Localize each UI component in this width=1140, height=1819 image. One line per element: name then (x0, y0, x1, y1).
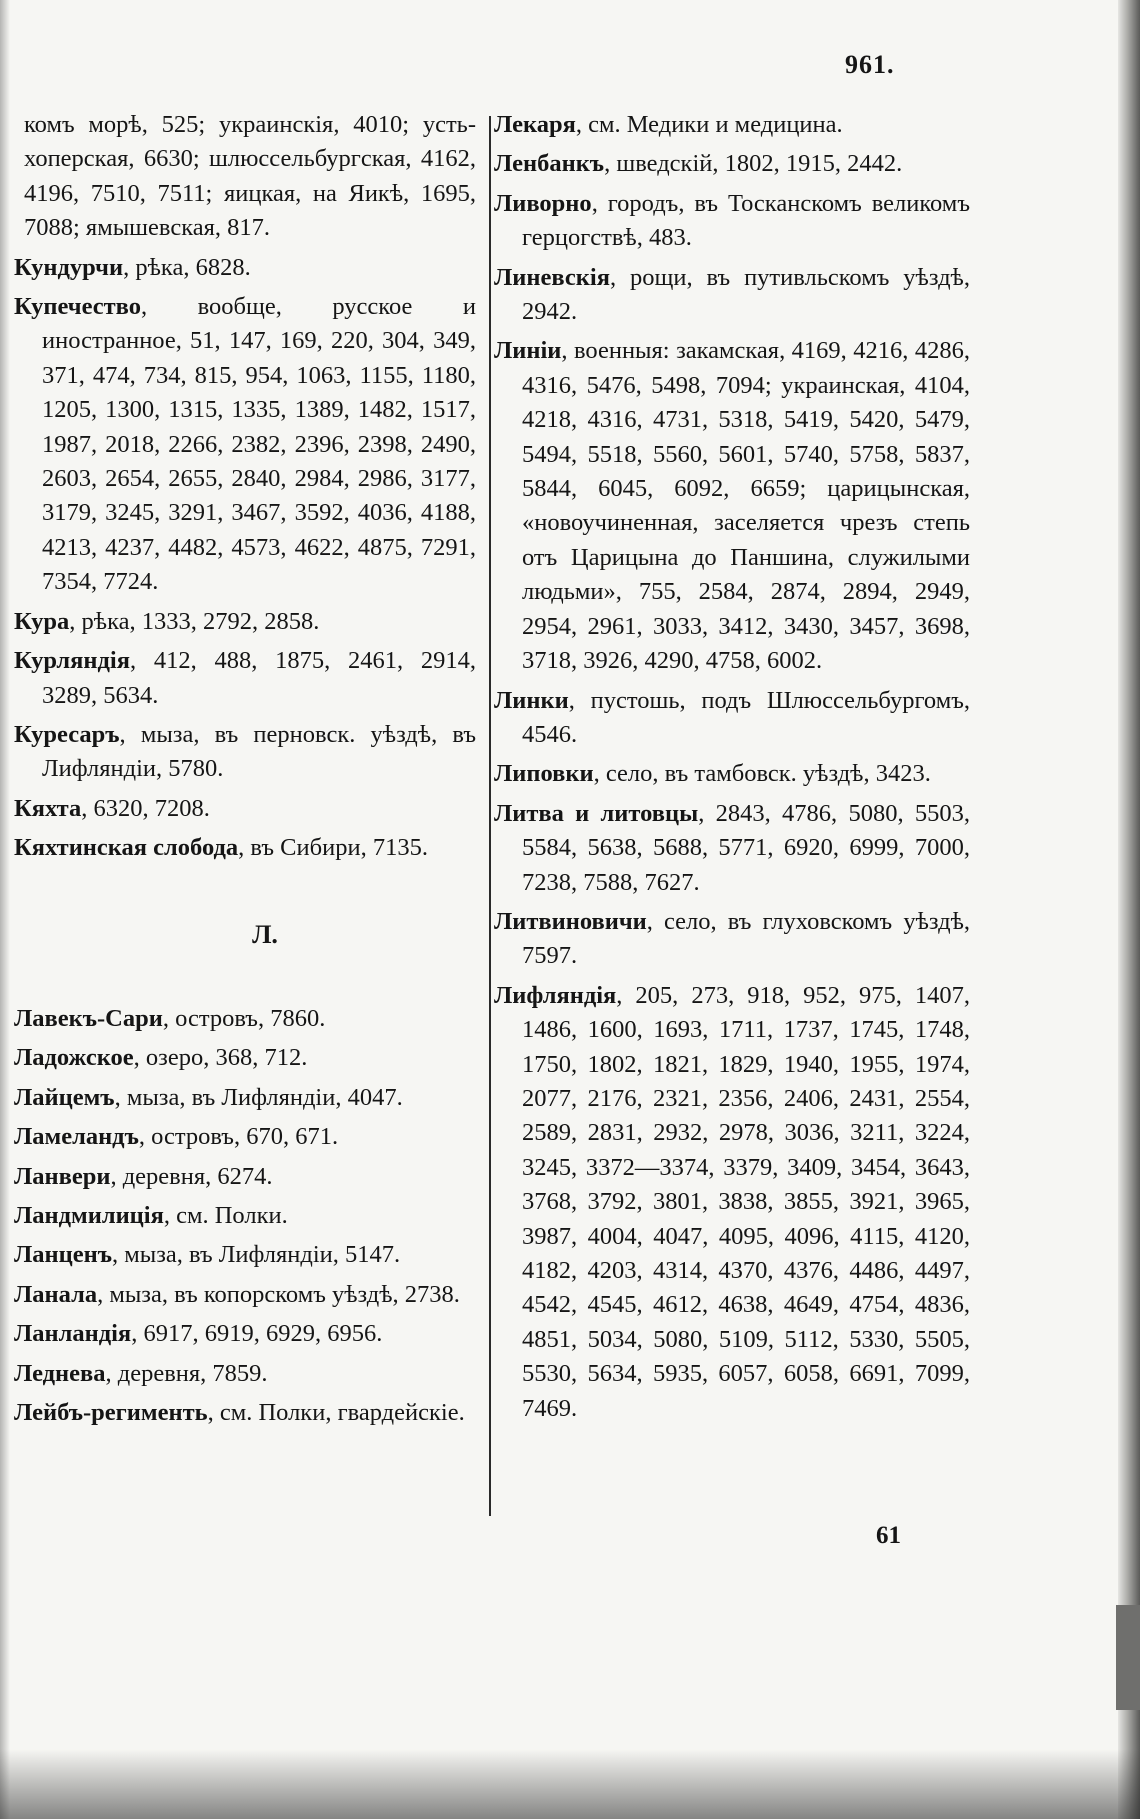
index-entry (14, 1396, 476, 1430)
index-entry (494, 684, 970, 753)
entry-references: , село, въ тамбовск. уѣздѣ, 3423. (593, 760, 931, 788)
page-edge (1118, 0, 1140, 1819)
right-entries (494, 108, 970, 1426)
index-entry (14, 792, 476, 826)
entry-references: , мыза, въ копорскомъ уѣздѣ, 2738. (97, 1280, 460, 1308)
entry-references: , см. Полки. (163, 1201, 288, 1229)
entry-references: , 205, 273, 918, 952, 975, 1407, 1486, 1600, 1693, 1711, 1737, 1745, 1748, 1750, 1802, 1821, 1829, 1940, 1955, 1974, 2077, 2176, 2321, 2356, 2406, 2431, 2554, 2589, 2831, 2932, 2978, 3036, 3211, 3224, 3245, 3372—3374, 3379, 3409, 3454, 3643, 3768, 3792, 3801, 3838, 3855, 3921, 3965, 3987, 4004, 4047, 4095, 4096, 4115, 4120, 4182, 4203, 4314, 4370, 4376, 4486, 4497, 4542, 4545, 4612, 4638, 4649, 4754, 4836, 4851, 5034, 5080, 5109, 5112, 5330, 5505, 5530, 5634, 5935, 6057, 6058, 6691, 7099, 7469. (522, 981, 970, 1422)
entry-references: , рѣка, 1333, 2792, 2858. (69, 607, 320, 635)
index-entry (494, 147, 970, 181)
entry-headword: Ленбанкъ (494, 150, 605, 178)
index-entry (14, 718, 476, 787)
page-edge-tab (1116, 1605, 1140, 1710)
entry-headword: Линевскія (494, 263, 610, 291)
entry-references: , 2843, 4786, 5080, 5503, 5584, 5638, 5688, 5771, 6920, 6999, 7000, 7238, 7588, 7627. (522, 799, 970, 896)
entry-references: , озеро, 368, 712. (133, 1044, 308, 1072)
entry-references: , шведскій, 1802, 1915, 2442. (604, 150, 903, 178)
entry-headword: Кура (14, 607, 70, 635)
index-entry (14, 644, 476, 713)
entry-references: , пустошь, подъ Шлюссельбургомъ, 4546. (522, 686, 970, 748)
entry-headword: Ланвери (14, 1162, 111, 1190)
entry-headword: Кундурчи (14, 253, 124, 281)
entry-references: , деревня, 7859. (105, 1359, 268, 1387)
entry-references: , въ Сибири, 7135. (238, 834, 428, 862)
entry-headword: Леднева (14, 1359, 106, 1387)
entry-references: , островъ, 670, 671. (138, 1123, 339, 1151)
entry-references: , 6320, 7208. (81, 794, 210, 822)
index-entry (14, 605, 476, 639)
index-entry (14, 290, 476, 600)
index-entry (14, 1120, 476, 1154)
index-entry (14, 1160, 476, 1194)
column-divider (489, 116, 491, 1516)
left-entries-k (14, 108, 476, 866)
entry-references: , военныя: закамская, 4169, 4216, 4286, 4316, 5476, 5498, 7094; украинская, 4104, 4218, 4316, 4731, 5318, 5419, 5420, 5479, 5494, 5518, 5560, 5601, 5740, 5758, 5837, 5844, 6045, 6092, 6659; царицынская, «новоучиненная, заселяется чрезъ степь отъ Царицына до Паншина, служилыми людьми», 755, 2584, 2874, 2894, 2949, 2954, 2961, 3033, 3412, 3430, 3457, 3698, 3718, 3926, 4290, 4758, 6002. (522, 337, 970, 675)
entry-headword: Ланландія (14, 1320, 132, 1348)
entry-references: , мыза, въ перновск. уѣздѣ, въ Лифляндіи, 5780. (42, 720, 476, 783)
entry-headword: Курляндія (14, 647, 130, 675)
entry-references: , деревня, 6274. (110, 1162, 273, 1190)
index-entry (494, 905, 970, 974)
entry-headword: Лайцемъ (14, 1083, 115, 1111)
entry-references: , рѣка, 6828. (123, 253, 251, 281)
entry-headword: Линіи (494, 337, 562, 365)
entry-references: , рощи, въ путивльскомъ уѣздѣ, 2942. (522, 263, 970, 326)
entry-references: , см. Полки, гвардейскіе. (207, 1399, 465, 1426)
index-entry (14, 1002, 476, 1036)
index-entry (14, 831, 476, 865)
index-entry (494, 797, 970, 900)
entry-references: , мыза, въ Лифляндіи, 4047. (114, 1083, 403, 1111)
index-entry (14, 1081, 476, 1115)
entry-references: , село, въ глуховскомъ уѣздѣ, 7597. (522, 907, 970, 970)
entry-headword: Лекаря (494, 111, 576, 138)
index-entry (494, 757, 970, 791)
index-entry (494, 261, 970, 330)
entry-headword: Ланценъ (14, 1241, 113, 1269)
entry-references: , островъ, 7860. (162, 1004, 326, 1032)
entry-headword: Ланала (14, 1280, 98, 1308)
right-column (494, 108, 970, 1431)
entry-headword: Куресаръ (14, 720, 120, 748)
entry-references: , 6917, 6919, 6929, 6956. (131, 1320, 383, 1348)
index-entry (14, 1199, 476, 1233)
section-letter: Л. (252, 919, 278, 949)
entry-headword: Литва и литовцы (494, 799, 699, 827)
index-entry (494, 979, 970, 1426)
entry-headword: Ламеландъ (14, 1123, 139, 1151)
entry-headword: Кяхта (14, 794, 82, 822)
entry-headword: Ладожское (14, 1044, 134, 1072)
entry-headword: Кяхтинская слобода (14, 834, 239, 862)
index-entry (14, 1238, 476, 1272)
index-entry (494, 334, 970, 678)
entry-headword: Литвиновичи (494, 907, 647, 935)
entry-references: , 412, 488, 1875, 2461, 2914, 3289, 5634. (42, 647, 476, 709)
bottom-shadow (0, 1749, 1140, 1819)
index-entry (14, 1357, 476, 1391)
page-number: 961. (845, 50, 895, 79)
signature-mark: 61 (876, 1522, 901, 1549)
entry-headword: Лифляндія (494, 981, 617, 1009)
index-entry (14, 1278, 476, 1312)
entry-headword: Лавекъ-Сари (14, 1004, 163, 1032)
index-entry (494, 187, 970, 256)
entry-headword: Линки (494, 686, 569, 714)
left-column (14, 108, 476, 1435)
gutter-shadow (0, 0, 10, 1819)
entry-headword: Липовки (494, 760, 594, 788)
index-entry (494, 108, 970, 142)
entry-references: , городъ, въ Тосканскомъ великомъ герцогствѣ, 483. (522, 189, 970, 252)
index-entry (14, 108, 476, 246)
index-entry (14, 1317, 476, 1351)
entry-references: , мыза, въ Лифляндіи, 5147. (112, 1241, 401, 1269)
entry-headword: Ландмилиція (14, 1201, 164, 1229)
entry-references: , см. Медики и медицина. (575, 111, 843, 138)
index-entry (14, 251, 476, 285)
entry-headword: Купечество (14, 293, 141, 321)
entry-headword: Лейбъ-регименть (14, 1399, 208, 1426)
entry-references: , вообще, русское и иностранное, 51, 147, 169, 220, 304, 349, 371, 474, 734, 815, 954, 1063, 1155, 1180, 1205, 1300, 1315, 1335, 1389, 1482, 1517, 1987, 2018, 2266, 2382, 2396, 2398, 2490, 2603, 2654, 2655, 2840, 2984, 2986, 3177, 3179, 3245, 3291, 3467, 3592, 4036, 4188, 4213, 4237, 4482, 4573, 4622, 4875, 7291, 7354, 7724. (42, 293, 476, 596)
entry-references: комъ морѣ, 525; украинскія, 4010; усть-хоперская, 6630; шлюссельбургская, 4162, 4196, 7510, 7511; яицкая, на Яикѣ, 1695, 7088; ямышевская, 817. (24, 111, 476, 242)
entry-headword: Ливорно (494, 189, 592, 217)
left-entries-l (14, 1002, 476, 1430)
index-entry (14, 1041, 476, 1075)
